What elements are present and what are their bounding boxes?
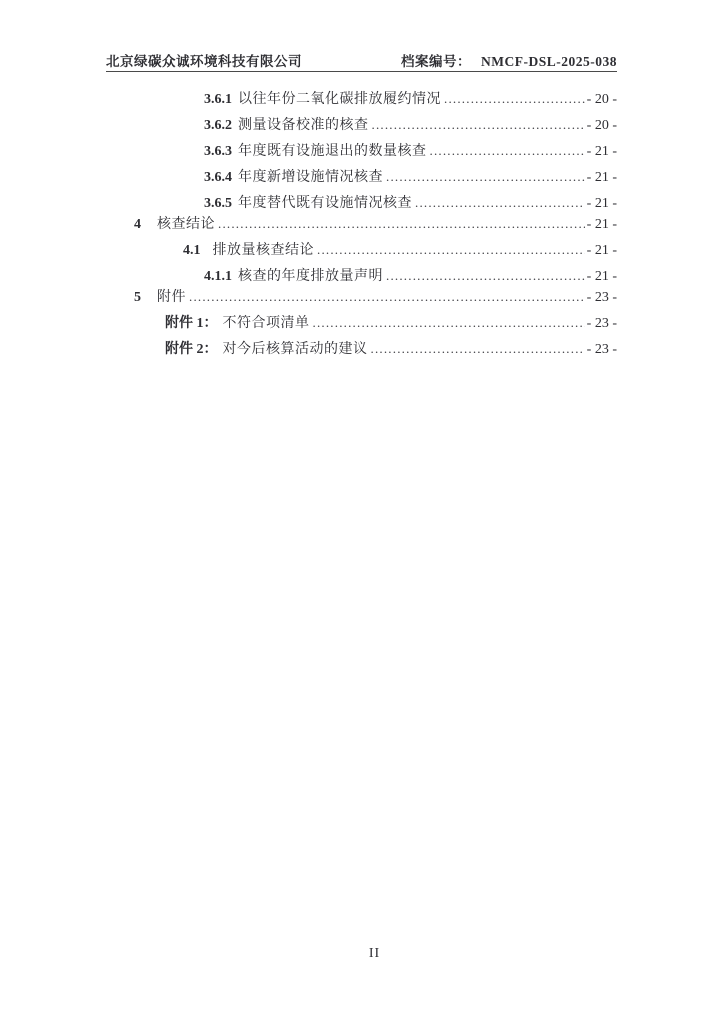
toc-entry-page: - 21 - bbox=[586, 144, 617, 159]
toc-entry-page: - 21 - bbox=[586, 196, 617, 211]
toc-entry-page: - 20 - bbox=[586, 118, 617, 133]
toc-entry-number: 4.1.1 bbox=[204, 269, 232, 284]
toc-dot-leader bbox=[218, 211, 585, 238]
table-of-contents bbox=[106, 86, 617, 362]
toc-dot-leader bbox=[372, 112, 585, 139]
toc-entry-title: 排放量核查结论 bbox=[212, 243, 314, 258]
toc-entry-number: 3.6.1 bbox=[204, 92, 232, 107]
toc-entry-page: - 23 - bbox=[586, 316, 617, 331]
toc-entry[interactable] bbox=[106, 336, 617, 362]
toc-entry-title: 年度替代既有设施情况核查 bbox=[238, 196, 412, 211]
toc-dot-leader bbox=[386, 164, 585, 191]
toc-entry-title: 对今后核算活动的建议 bbox=[222, 342, 368, 357]
page-number: II bbox=[368, 946, 381, 961]
toc-entry-number: 3.6.3 bbox=[204, 144, 232, 159]
toc-entry-number: 3.6.4 bbox=[204, 170, 232, 185]
page-header bbox=[106, 50, 617, 70]
toc-dot-leader bbox=[189, 284, 585, 311]
toc-entry-title: 核查的年度排放量声明 bbox=[238, 269, 383, 284]
doc-number-label: 档案编号： bbox=[401, 54, 471, 69]
toc-entry-page: - 21 - bbox=[586, 269, 617, 284]
toc-entry-number: 3.6.5 bbox=[204, 196, 232, 211]
toc-entry-page: - 21 - bbox=[586, 170, 617, 185]
header-rule bbox=[106, 71, 617, 72]
toc-dot-leader bbox=[313, 310, 585, 337]
toc-entry-title: 年度新增设施情况核查 bbox=[238, 170, 383, 185]
toc-dot-leader bbox=[444, 86, 585, 113]
toc-entry-page: - 23 - bbox=[586, 290, 617, 305]
toc-entry-page: - 21 - bbox=[586, 217, 617, 232]
toc-entry-title: 年度既有设施退出的数量核查 bbox=[238, 144, 427, 159]
toc-entry-title: 附件 bbox=[157, 290, 186, 305]
doc-number-value: NMCF-DSL-2025-038 bbox=[481, 54, 617, 69]
toc-entry-number: 3.6.2 bbox=[204, 118, 232, 133]
toc-entry-title: 核查结论 bbox=[157, 217, 215, 232]
toc-entry-page: - 21 - bbox=[586, 243, 617, 258]
toc-entry[interactable] bbox=[106, 164, 617, 190]
page-footer bbox=[0, 946, 723, 962]
toc-entry[interactable] bbox=[106, 310, 617, 336]
toc-dot-leader bbox=[317, 237, 585, 264]
toc-entry-title: 测量设备校准的核查 bbox=[238, 118, 369, 133]
toc-entry-number: 4 bbox=[134, 217, 141, 232]
toc-entry-number: 4.1 bbox=[183, 243, 201, 258]
toc-entry[interactable] bbox=[106, 138, 617, 164]
toc-entry-number: 附件 1： bbox=[165, 316, 218, 331]
toc-entry-number: 5 bbox=[134, 290, 141, 305]
toc-entry[interactable] bbox=[106, 86, 617, 112]
toc-entry[interactable] bbox=[106, 237, 617, 263]
toc-entry-title: 不符合项清单 bbox=[222, 316, 310, 331]
toc-entry[interactable] bbox=[106, 284, 617, 310]
toc-dot-leader bbox=[371, 336, 585, 363]
company-name: 北京绿碳众诚环境科技有限公司 bbox=[106, 54, 302, 69]
toc-entry-page: - 23 - bbox=[586, 342, 617, 357]
toc-dot-leader bbox=[430, 138, 585, 165]
toc-entry[interactable] bbox=[106, 211, 617, 237]
toc-entry-number: 附件 2： bbox=[165, 342, 218, 357]
doc-number bbox=[401, 50, 617, 70]
toc-entry[interactable] bbox=[106, 112, 617, 138]
toc-entry-page: - 20 - bbox=[586, 92, 617, 107]
toc-entry-title: 以往年份二氧化碳排放履约情况 bbox=[238, 92, 441, 107]
